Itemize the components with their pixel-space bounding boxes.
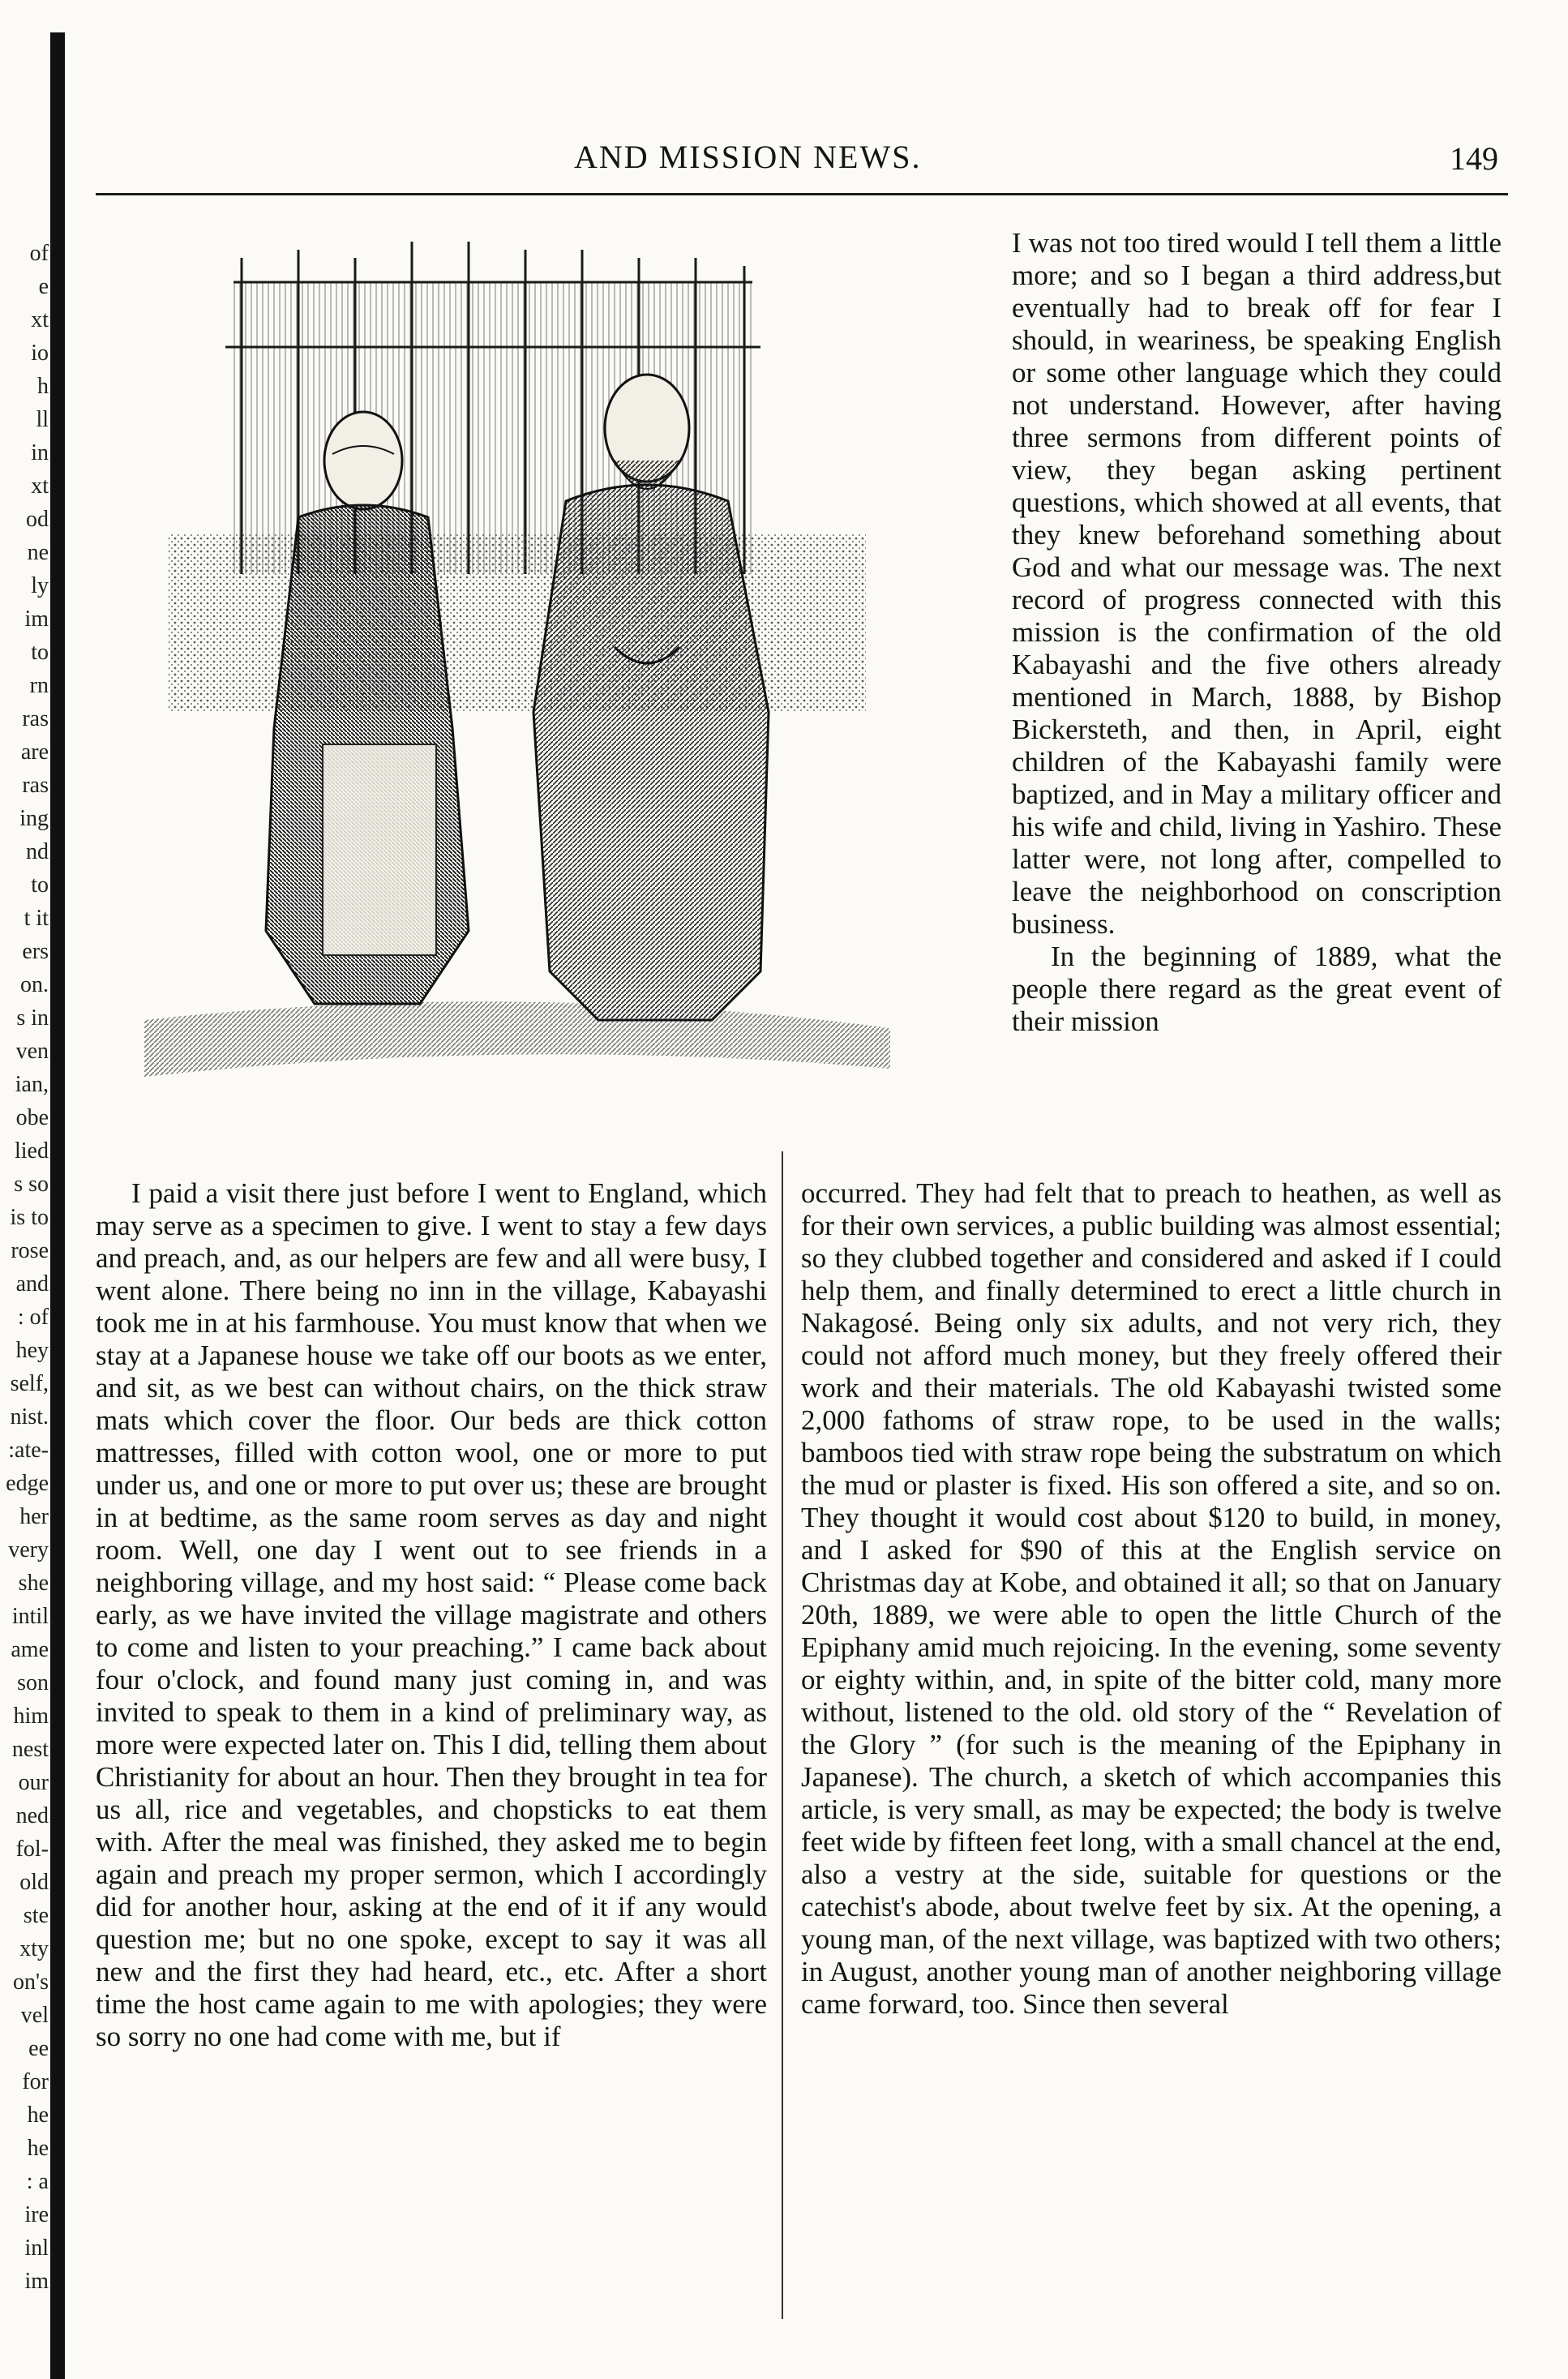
paragraph: occurred. They had felt that to preach to heathen, as well as for their own services, a public building was almost essential; so they clubbed together and considered and asked if I could help them, and finally determined to erect a little church in Nakagosé. Being only six adults, and not very rich, they could not afford much money, but they freely offered their work and their materials. The old Kabayashi twisted some 2,000 fathoms of straw rope, to be used in the walls; bamboos tied with straw rope being the substratum on which the mud or plaster is fixed. His son offered a site, and so on. They thought it would cost about $120 to build, in money, and I asked for $90 of this at the English service on Christmas day at Kobe, and obtained it all; so that on January 20th, 1889, we were able to open the little Church of the Epiphany amid much rejoicing. In the evening, some seventy or eighty within, and, in spite of the bitter cold, many more without, listened to the old. old story of the “ Revelation of the Glory ” (for such is the meaning of the Epiphany in Japanese). The church, a sketch of which accompanies this article, is very small, as may be expected; the body is twelve feet wide by fifteen feet long, with a small chancel at the end, also a vestry at the side, suitable for questions or the catechist's abode, about twelve feet by six. At the opening, a young man, of the next village, was baptized with two others; in August, another young man of another neighboring village came forward, too. Since then several [801,1177,1502,2020]
margin-fragment: rn [29,673,49,698]
margin-fragment: nist. [10,1404,49,1430]
margin-fragment: in [31,440,49,465]
margin-fragment: is to [10,1205,49,1230]
margin-fragment: lied [15,1138,49,1164]
margin-fragment: ian, [15,1072,49,1097]
margin-fragment: im [24,607,49,632]
margin-fragment: son [17,1670,49,1695]
margin-fragment: ers [22,939,49,964]
margin-fragment: : of [17,1305,49,1330]
margin-fragment: xty [19,1936,49,1961]
margin-fragment: he [27,2103,49,2128]
margin-fragment: for [22,2069,49,2094]
margin-fragment: and [15,1271,49,1297]
margin-fragment: xt [31,474,49,499]
margin-fragment: obe [15,1105,49,1130]
paragraph: In the beginning of 1889, what the people there regard as the great event of their mission [1012,941,1502,1037]
margin-fragment: to [31,872,49,898]
margin-fragment: very [8,1537,49,1562]
paragraph: I paid a visit there just before I went to England, which may serve as a specimen to give. I went to stay a few days and preach, and, as our helpers are few and all were busy, I went alone. There being no inn in the village, Kabayashi took me in at his farmhouse. You must know that when we stay at a Japanese house we take off our boots as we enter, and sit, as we best can without chairs, on the thick straw mats which cover the floor. Our beds are thick cotton mattresses, filled with cotton wool, one or more to put under us, and one or more to put over us; these are brought in at bedtime, as the same room serves as day and night room. Well, one day I went out to see friends in a neighboring village, and my host said: “ Please come back early, as we have invited the village magistrate and others to come and listen to your preaching.” I came back about four o'clock, and found many just coming in, and was invited to speak to them in a kind of preliminary way, as more were expected later on. This I did, telling them about Christianity for about an hour. Then they brought in tea for us all, rice and vegetables, and chopsticks to eat them with. After the meal was finished, they asked me to begin again and preach my proper sermon, which I accordingly did for another hour, asking at the end of it if any would question me; but no one spoke, except to say it was all new and the first they had heard, etc., etc. After a short time the host came again to me with apologies; they were so sorry no one had come with me, but if [96,1177,767,2052]
binding-gutter [50,32,65,2379]
margin-fragment: od [26,507,49,532]
margin-fragment: ras [22,706,49,731]
margin-fragment: ing [19,806,49,831]
left-column [96,1177,767,2053]
margin-fragment: nest [11,1737,49,1762]
margin-fragment: im [24,2269,49,2294]
margin-fragment: hey [15,1338,49,1363]
margin-fragment: ire [24,2202,49,2227]
margin-fragment: of [29,241,49,266]
margin-fragment: fol- [15,1837,49,1862]
margin-fragment: rose [11,1238,49,1263]
margin-fragment: ly [31,573,49,598]
margin-fragment: to [31,640,49,665]
page-header [96,138,1508,195]
margin-fragment: ras [22,773,49,798]
margin-fragment: io [31,341,49,366]
margin-fragment: :ate- [8,1438,49,1463]
right-column-bottom [801,1177,1502,2021]
margin-fragment: are [20,739,49,765]
margin-fragment: ne [27,540,49,565]
margin-fragment: ll [36,407,49,432]
margin-fragment: she [18,1571,49,1596]
ground [144,1001,890,1077]
margin-fragment: ven [15,1039,49,1064]
margin-fragment: h [37,374,49,399]
page-number: 149 [1450,140,1498,177]
margin-fragment: vel [20,2003,49,2028]
engraving-illustration [96,225,945,1103]
header-rule [96,193,1508,195]
margin-fragment: her [19,1504,49,1529]
margin-fragment: e [38,274,49,299]
margin-fragment: on. [20,972,49,997]
column-divider [782,1151,783,2319]
margin-fragment: ste [23,1903,49,1928]
right-column-top [1012,227,1502,1038]
margin-fragment: ned [15,1803,49,1828]
margin-fragment: xt [31,307,49,332]
left-margin-fragments [0,237,49,2298]
margin-fragment: ee [28,2036,49,2061]
margin-fragment: old [19,1870,49,1895]
margin-fragment: nd [26,839,49,864]
paragraph: I was not too tired would I tell them a little more; and so I began a third address,but eventually had to break off for fear I should, in weariness, be speaking English or some other language which they could not understand. However, after having three sermons from different points of view, they began asking pertinent questions, which showed at all events, that they knew beforehand something about God and what our message was. The next record of progress connected with this mission is the confirmation of the old Kabayashi and the five others already mentioned in March, 1888, by Bishop Bickersteth, and then, in April, eight children of the Kabayashi family were baptized, and in May a military officer and his wife and child, living in Yashiro. These latter were, not long after, compelled to leave the neighborhood on conscription business. [1012,227,1502,940]
running-head: AND MISSION NEWS. [574,139,922,175]
margin-fragment: ame [11,1637,49,1662]
margin-fragment: inl [24,2235,49,2261]
margin-fragment: t it [24,906,49,931]
margin-fragment: he [27,2136,49,2161]
margin-fragment: self, [10,1371,49,1396]
margin-fragment: s so [14,1172,49,1197]
margin-fragment: edge [6,1471,49,1496]
margin-fragment: s in [16,1005,49,1031]
margin-fragment: : a [26,2169,49,2194]
margin-fragment: intil [11,1604,49,1629]
margin-fragment: him [13,1704,49,1729]
margin-fragment: on's [13,1970,49,1995]
margin-fragment: our [18,1770,49,1795]
